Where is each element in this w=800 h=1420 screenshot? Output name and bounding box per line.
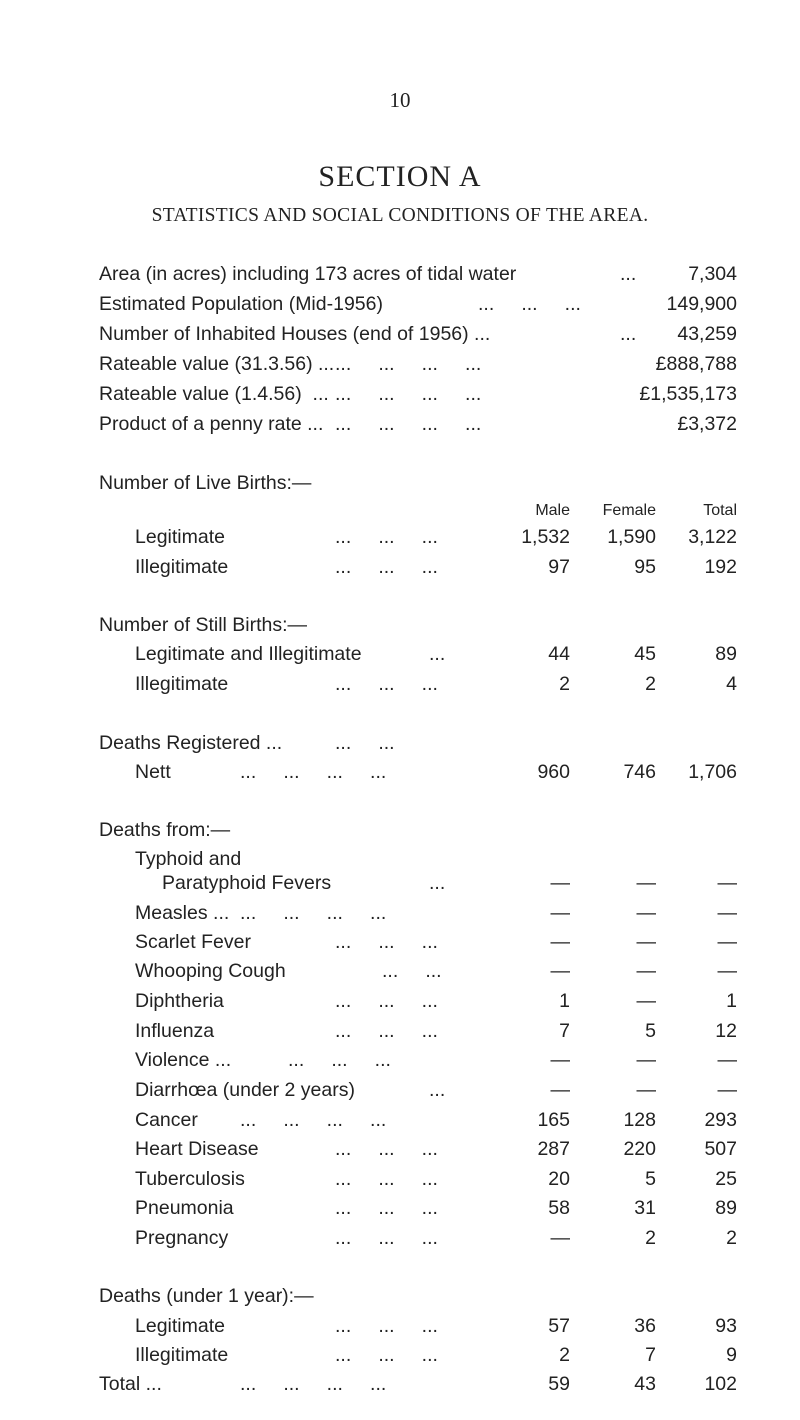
total-value: —	[717, 1079, 737, 1101]
table-row	[0, 1136, 800, 1162]
female-value: —	[636, 990, 656, 1012]
leader-dots: ...	[429, 872, 446, 894]
row-label: Heart Disease	[135, 1138, 259, 1160]
male-value: —	[550, 931, 570, 953]
table-row	[0, 524, 800, 550]
total-value: —	[717, 902, 737, 924]
leader-dots: ... ... ... ...	[335, 383, 482, 405]
female-value: —	[636, 1049, 656, 1071]
table-row	[0, 1195, 800, 1221]
row-label: Pregnancy	[135, 1227, 229, 1249]
male-value: 57	[548, 1315, 570, 1337]
leader-dots: ...	[429, 643, 446, 665]
row-label: Pneumonia	[135, 1197, 234, 1219]
female-value: 746	[623, 761, 656, 783]
summary-value: 149,900	[666, 293, 737, 315]
section-heading	[0, 612, 800, 638]
leader-dots: ... ... ...	[335, 990, 438, 1012]
leader-dots: ... ... ...	[335, 556, 438, 578]
leader-dots: ... ...	[335, 732, 395, 754]
total-value: 89	[715, 643, 737, 665]
summary-label: Rateable value (31.3.56) ...	[99, 353, 335, 375]
summary-value: £888,788	[655, 353, 737, 375]
row-label: Illegitimate	[135, 1344, 229, 1366]
section-title: SECTION A	[318, 160, 482, 193]
female-value: 1,590	[607, 526, 656, 548]
row-label: Diphtheria	[135, 990, 224, 1012]
table-row	[0, 1225, 800, 1251]
total-value: —	[717, 872, 737, 894]
total-value: 89	[715, 1197, 737, 1219]
summary-value: 43,259	[677, 323, 737, 345]
male-value: —	[550, 1079, 570, 1101]
row-label: Cancer	[135, 1109, 198, 1131]
row-label: Typhoid and	[135, 848, 242, 870]
summary-label: Number of Inhabited Houses (end of 1956) ...	[99, 323, 491, 345]
male-value: —	[550, 960, 570, 982]
leader-dots: ... ... ...	[478, 293, 581, 315]
summary-label: Area (in acres) including 173 acres of tidal water	[99, 263, 517, 285]
section-heading	[0, 1283, 800, 1309]
summary-label: Estimated Population (Mid-1956)	[99, 293, 383, 315]
table-row	[0, 1047, 800, 1073]
row-label: Illegitimate	[135, 673, 229, 695]
table-row	[0, 1107, 800, 1133]
row-label: Nett	[135, 761, 171, 783]
table-row	[0, 988, 800, 1014]
total-value: 293	[704, 1109, 737, 1131]
total-value: 4	[726, 673, 737, 695]
male-column-header: Male	[535, 502, 570, 519]
male-value: —	[550, 1049, 570, 1071]
table-row	[0, 759, 800, 785]
row-label: Tuberculosis	[135, 1168, 245, 1190]
row-label: Violence ...	[135, 1049, 232, 1071]
row-label: Legitimate	[135, 1315, 225, 1337]
leader-dots: ... ... ...	[335, 1315, 438, 1337]
male-value: 2	[559, 1344, 570, 1366]
female-value: —	[636, 902, 656, 924]
male-value: —	[550, 1227, 570, 1249]
leader-dots: ... ... ...	[335, 931, 438, 953]
male-value: 7	[559, 1020, 570, 1042]
table-row	[0, 1313, 800, 1339]
total-value: 25	[715, 1168, 737, 1190]
summary-value: £1,535,173	[639, 383, 737, 405]
female-value: 95	[634, 556, 656, 578]
summary-label: Rateable value (1.4.56) ...	[99, 383, 329, 405]
table-row	[0, 554, 800, 580]
leader-dots: ... ... ...	[335, 1138, 438, 1160]
total-value: 507	[704, 1138, 737, 1160]
summary-row	[0, 351, 800, 377]
male-value: —	[550, 872, 570, 894]
male-value: 1,532	[521, 526, 570, 548]
summary-row	[0, 321, 800, 347]
female-value: 220	[623, 1138, 656, 1160]
row-label: Influenza	[135, 1020, 215, 1042]
total-value: 1	[726, 990, 737, 1012]
female-value: —	[636, 931, 656, 953]
leader-dots: ...	[620, 263, 637, 285]
table-row-label-continued	[0, 846, 800, 872]
leader-dots: ... ...	[382, 960, 442, 982]
document-subtitle: STATISTICS AND SOCIAL CONDITIONS OF THE AREA.	[151, 205, 649, 226]
row-label: Illegitimate	[135, 556, 229, 578]
leader-dots: ... ... ... ...	[240, 1109, 387, 1131]
row-label: Legitimate and Illegitimate	[135, 643, 362, 665]
row-label: Whooping Cough	[135, 960, 286, 982]
page-number: 10	[389, 88, 411, 112]
table-total-row	[0, 1371, 800, 1397]
summary-label: Product of a penny rate ...	[99, 413, 324, 435]
total-value: —	[717, 960, 737, 982]
female-value: 36	[634, 1315, 656, 1337]
section-heading	[0, 817, 800, 843]
summary-row	[0, 291, 800, 317]
female-column-header: Female	[602, 502, 656, 519]
female-value: 128	[623, 1109, 656, 1131]
table-row	[0, 958, 800, 984]
table-row	[0, 671, 800, 697]
live-births-heading: Number of Live Births:—	[99, 472, 312, 494]
male-value: 44	[548, 643, 570, 665]
deaths-registered-heading: Deaths Registered ...	[99, 732, 283, 754]
table-row	[0, 1077, 800, 1103]
table-row	[0, 1166, 800, 1192]
male-value: 165	[537, 1109, 570, 1131]
leader-dots: ... ... ...	[335, 1168, 438, 1190]
table-row	[0, 929, 800, 955]
column-headers	[0, 498, 800, 520]
male-value: 2	[559, 673, 570, 695]
female-value: 5	[645, 1020, 656, 1042]
female-value: 2	[645, 1227, 656, 1249]
total-value: 93	[715, 1315, 737, 1337]
leader-dots: ... ... ...	[335, 1344, 438, 1366]
leader-dots: ...	[429, 1079, 446, 1101]
male-value: 59	[548, 1373, 570, 1395]
summary-row	[0, 261, 800, 287]
leader-dots: ... ... ... ...	[335, 413, 482, 435]
female-value: —	[636, 1079, 656, 1101]
leader-dots: ... ... ...	[335, 1197, 438, 1219]
male-value: 1	[559, 990, 570, 1012]
male-value: 287	[537, 1138, 570, 1160]
female-value: 2	[645, 673, 656, 695]
summary-value: £3,372	[677, 413, 737, 435]
total-value: 3,122	[688, 526, 737, 548]
total-value: 102	[704, 1373, 737, 1395]
leader-dots: ... ... ...	[288, 1049, 391, 1071]
table-row	[0, 900, 800, 926]
male-value: 960	[537, 761, 570, 783]
row-label: Legitimate	[135, 526, 225, 548]
leader-dots: ... ... ... ...	[240, 761, 387, 783]
total-value: 2	[726, 1227, 737, 1249]
row-label: Scarlet Fever	[135, 931, 251, 953]
total-value: —	[717, 1049, 737, 1071]
leader-dots: ... ... ... ...	[240, 902, 387, 924]
total-value: 9	[726, 1344, 737, 1366]
male-value: —	[550, 902, 570, 924]
total-value: 192	[704, 556, 737, 578]
row-label: Total ...	[99, 1373, 162, 1395]
male-value: 58	[548, 1197, 570, 1219]
female-value: —	[636, 960, 656, 982]
total-value: 12	[715, 1020, 737, 1042]
female-value: 7	[645, 1344, 656, 1366]
leader-dots: ... ... ...	[335, 673, 438, 695]
leader-dots: ...	[620, 323, 637, 345]
row-label: Paratyphoid Fevers	[162, 872, 332, 894]
leader-dots: ... ... ... ...	[335, 353, 482, 375]
total-value: —	[717, 931, 737, 953]
leader-dots: ... ... ...	[335, 1227, 438, 1249]
leader-dots: ... ... ...	[335, 1020, 438, 1042]
table-row	[0, 1342, 800, 1368]
leader-dots: ... ... ...	[335, 526, 438, 548]
female-value: 43	[634, 1373, 656, 1395]
female-value: —	[636, 872, 656, 894]
summary-row	[0, 381, 800, 407]
male-value: 97	[548, 556, 570, 578]
still-births-heading: Number of Still Births:—	[99, 614, 308, 636]
female-value: 5	[645, 1168, 656, 1190]
leader-dots: ... ... ... ...	[240, 1373, 387, 1395]
section-heading	[0, 730, 800, 756]
row-label: Measles ...	[135, 902, 230, 924]
summary-row	[0, 411, 800, 437]
section-heading	[0, 470, 800, 496]
table-row	[0, 1018, 800, 1044]
table-row	[0, 641, 800, 667]
total-value: 1,706	[688, 761, 737, 783]
row-label: Diarrhœa (under 2 years)	[135, 1079, 355, 1101]
female-value: 45	[634, 643, 656, 665]
deaths-from-heading: Deaths from:—	[99, 819, 231, 841]
total-column-header: Total	[703, 502, 737, 519]
infant-deaths-heading: Deaths (under 1 year):—	[99, 1285, 314, 1307]
summary-value: 7,304	[688, 263, 737, 285]
male-value: 20	[548, 1168, 570, 1190]
female-value: 31	[634, 1197, 656, 1219]
table-row	[0, 870, 800, 896]
